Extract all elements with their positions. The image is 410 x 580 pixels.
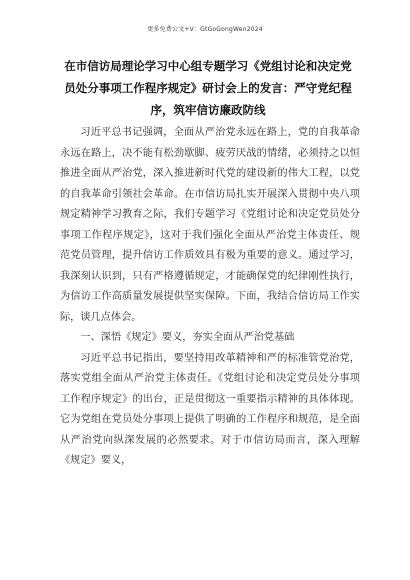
header-watermark: 更多免费公文+V：GtGoGongWen2024 (147, 26, 263, 33)
document-title: 在市信访局理论学习中心组专题学习《党组讨论和决定党员处分事项工作程序规定》研讨会上的发言：严守党纪程序，筑牢信访廉政防线 (64, 59, 352, 117)
section-paragraph: 习近平总书记指出，要坚持用改革精神和严的标准管党治党，落实党组全面从严治党主体责任。《党组讨论和决定党员处分事项工作程序规定》的出台，正是贯彻这一重要指示精神的具体体现。它为党组在党员处分事项上提供了明确的工作程序和规范，是全面从严治党向纵深发展的必然要求。对于市信访局而言，深入理解《规定》要义， (60, 352, 360, 466)
section-heading: 一、深悟《规定》要义，夯实全面从严治党基础 (80, 332, 295, 343)
document-body (60, 123, 360, 472)
intro-paragraph: 习近平总书记强调，全面从严治党永远在路上，党的自我革命永远在路上，决不能有松劲歇脚、疲劳厌战的情绪，必须持之以恒推进全面从严治党，深入推进新时代党的建设新的伟大工程，以党的自我革命引领社会革命。在市信访局扎实开展深入贯彻中央八项规定精神学习教育之际，我们专题学习《党组讨论和决定党员处分事项工作程序规定》，这对于我们强化全面从严治党主体责任、规范党员管理，提升信访工作质效具有极为重要的意义。通过学习，我深刻认识到，只有严格遵循规定，才能确保党的纪律刚性执行，为信访工作高质量发展提供坚实保障。下面，我结合信访局工作实际，谈几点体会。 (60, 127, 360, 323)
